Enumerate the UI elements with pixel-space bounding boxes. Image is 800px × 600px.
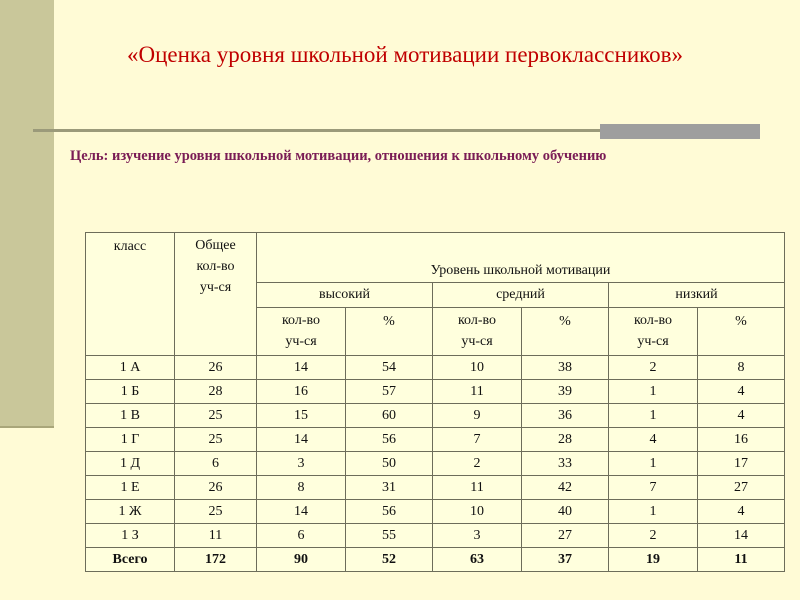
cell-high-percent: 55 — [346, 524, 433, 548]
table-row — [86, 476, 785, 500]
cell-high-count: 90 — [257, 548, 346, 572]
title-divider-line — [33, 129, 600, 132]
table-total-row — [86, 548, 785, 572]
cell-low-count: 4 — [609, 428, 698, 452]
table-row — [86, 500, 785, 524]
cell-medium-percent: 37 — [522, 548, 609, 572]
cell-medium-count: 7 — [433, 428, 522, 452]
cell-class: 1 Д — [86, 452, 175, 476]
cell-medium-count: 11 — [433, 380, 522, 404]
side-decoration-line — [0, 426, 54, 428]
header-motivation-level: Уровень школьной мотивации — [257, 233, 785, 283]
cell-low-percent: 17 — [698, 452, 785, 476]
table-row — [86, 452, 785, 476]
table-row — [86, 524, 785, 548]
cell-low-count: 1 — [609, 500, 698, 524]
cell-class: 1 З — [86, 524, 175, 548]
cell-medium-percent: 36 — [522, 404, 609, 428]
header-high-percent: % — [346, 308, 433, 356]
cell-low-percent: 27 — [698, 476, 785, 500]
cell-high-count: 15 — [257, 404, 346, 428]
cell-total: 25 — [175, 428, 257, 452]
cell-high-percent: 60 — [346, 404, 433, 428]
cell-low-count: 2 — [609, 356, 698, 380]
table-row — [86, 428, 785, 452]
cell-class: 1 Г — [86, 428, 175, 452]
table-row — [86, 356, 785, 380]
header-group-low: низкий — [609, 283, 785, 308]
cell-medium-percent: 27 — [522, 524, 609, 548]
cell-medium-count: 63 — [433, 548, 522, 572]
table-row — [86, 380, 785, 404]
cell-high-count: 16 — [257, 380, 346, 404]
cell-medium-percent: 33 — [522, 452, 609, 476]
cell-class: 1 В — [86, 404, 175, 428]
cell-medium-count: 2 — [433, 452, 522, 476]
cell-total: 28 — [175, 380, 257, 404]
cell-total: 11 — [175, 524, 257, 548]
cell-high-percent: 52 — [346, 548, 433, 572]
header-group-high: высокий — [257, 283, 433, 308]
cell-high-percent: 56 — [346, 500, 433, 524]
cell-high-count: 14 — [257, 356, 346, 380]
cell-low-count: 1 — [609, 380, 698, 404]
cell-high-count: 6 — [257, 524, 346, 548]
cell-medium-count: 10 — [433, 356, 522, 380]
cell-high-count: 14 — [257, 500, 346, 524]
cell-medium-count: 10 — [433, 500, 522, 524]
table-row — [86, 404, 785, 428]
side-decoration-band — [0, 0, 54, 426]
cell-medium-count: 11 — [433, 476, 522, 500]
header-class: класс — [86, 233, 175, 356]
cell-total: 25 — [175, 404, 257, 428]
slide-title: «Оценка уровня школьной мотивации первоклассников» — [127, 42, 683, 67]
cell-class: 1 Е — [86, 476, 175, 500]
header-group-medium: средний — [433, 283, 609, 308]
cell-low-count: 19 — [609, 548, 698, 572]
cell-total: 172 — [175, 548, 257, 572]
cell-medium-percent: 40 — [522, 500, 609, 524]
cell-medium-count: 3 — [433, 524, 522, 548]
cell-total: 26 — [175, 476, 257, 500]
cell-low-percent: 4 — [698, 500, 785, 524]
cell-high-percent: 31 — [346, 476, 433, 500]
header-high-count: кол-во уч-ся — [257, 308, 346, 356]
cell-medium-percent: 42 — [522, 476, 609, 500]
cell-low-percent: 4 — [698, 404, 785, 428]
cell-class: 1 А — [86, 356, 175, 380]
title-divider-bar — [600, 124, 760, 139]
cell-class: 1 Б — [86, 380, 175, 404]
cell-high-percent: 56 — [346, 428, 433, 452]
header-low-percent: % — [698, 308, 785, 356]
cell-total: 25 — [175, 500, 257, 524]
header-medium-count: кол-во уч-ся — [433, 308, 522, 356]
cell-low-percent: 16 — [698, 428, 785, 452]
cell-high-count: 3 — [257, 452, 346, 476]
cell-low-percent: 14 — [698, 524, 785, 548]
cell-high-percent: 54 — [346, 356, 433, 380]
cell-low-count: 1 — [609, 452, 698, 476]
cell-high-percent: 57 — [346, 380, 433, 404]
header-medium-percent: % — [522, 308, 609, 356]
cell-total: 26 — [175, 356, 257, 380]
motivation-table — [85, 232, 785, 572]
cell-high-percent: 50 — [346, 452, 433, 476]
cell-high-count: 14 — [257, 428, 346, 452]
cell-class: 1 Ж — [86, 500, 175, 524]
cell-low-percent: 8 — [698, 356, 785, 380]
cell-medium-percent: 38 — [522, 356, 609, 380]
cell-medium-percent: 39 — [522, 380, 609, 404]
header-total-students: Общее кол-во уч-ся — [175, 233, 257, 356]
cell-high-count: 8 — [257, 476, 346, 500]
cell-class: Всего — [86, 548, 175, 572]
cell-low-count: 7 — [609, 476, 698, 500]
header-low-count: кол-во уч-ся — [609, 308, 698, 356]
cell-total: 6 — [175, 452, 257, 476]
cell-medium-count: 9 — [433, 404, 522, 428]
cell-low-percent: 4 — [698, 380, 785, 404]
goal-text: Цель: изучение уровня школьной мотивации, отношения к школьному обучению — [70, 148, 607, 164]
cell-medium-percent: 28 — [522, 428, 609, 452]
cell-low-percent: 11 — [698, 548, 785, 572]
cell-low-count: 1 — [609, 404, 698, 428]
cell-low-count: 2 — [609, 524, 698, 548]
